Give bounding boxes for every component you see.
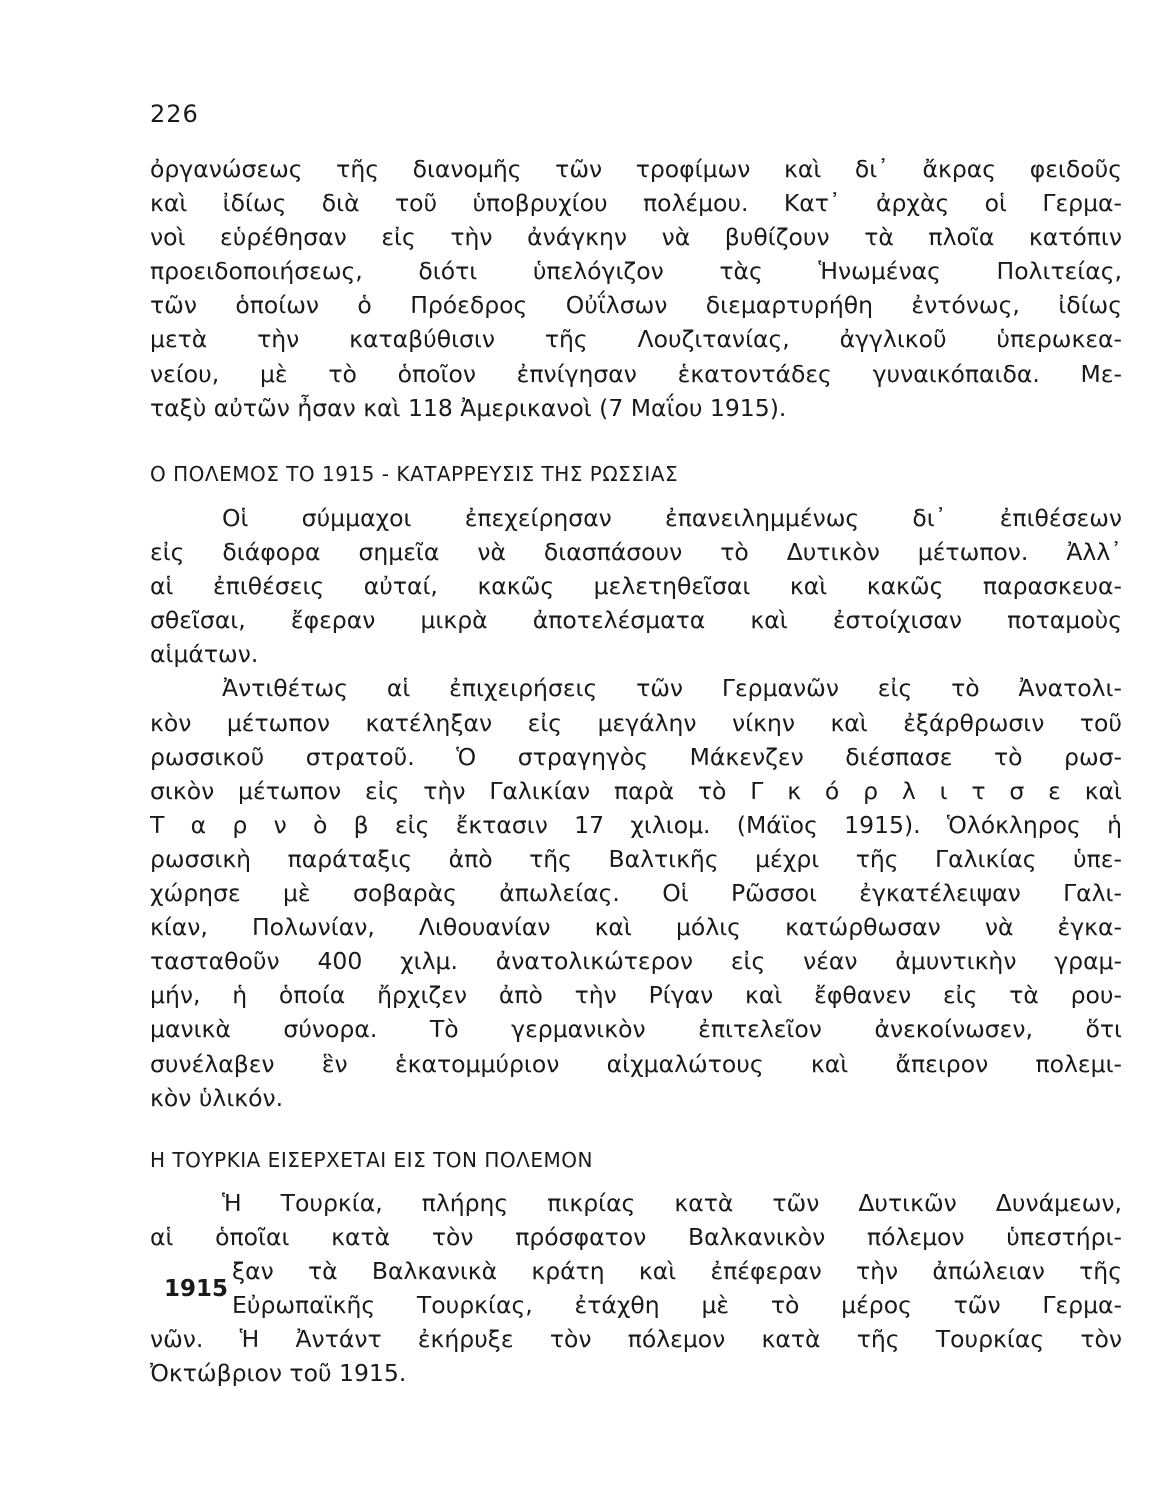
text-line: προειδοποιήσεως, διότι ὑπελόγιζον τὰς Ἡνωμένας Πολιτείας, <box>150 257 1122 286</box>
text-line: σικὸν μέτωπον εἰς τὴν Γαλικίαν παρὰ τὸ Γ κ ό ρ λ ι τ σ ε καὶ <box>150 776 1122 805</box>
text-line: τασταθοῦν 400 χιλμ. ἀνατολικώτερον εἰς νέαν ἀμυντικὴν γραμ- <box>150 947 1122 976</box>
text-line: ταξὺ αὐτῶν ἦσαν καὶ 118 Ἀμερικανοὶ (7 Μαΐου 1915). <box>150 393 787 422</box>
text-line: καὶ ἰδίως διὰ τοῦ ὑποβρυχίου πολέμου. Κατ᾿ ἀρχὰς οἱ Γερμα- <box>150 189 1122 218</box>
text-line: Ὀκτώβριον τοῦ 1915. <box>150 1359 407 1388</box>
text-line: εἰς διάφορα σημεῖα νὰ διασπάσουν τὸ Δυτικὸν μέτωπον. Ἀλλ᾿ <box>150 538 1122 567</box>
text-line: κὸν μέτωπον κατέληξαν εἰς μεγάλην νίκην καὶ ἐξάρθρωσιν τοῦ <box>150 708 1122 737</box>
text-line: αἱ ἐπιθέσεις αὐταί, κακῶς μελετηθεῖσαι καὶ κακῶς παρασκευα- <box>150 572 1122 601</box>
text-line: ρωσσικὴ παράταξις ἀπὸ τῆς Βαλτικῆς μέχρι τῆς Γαλικίας ὑπε- <box>150 844 1122 873</box>
paragraph-eastern-front <box>150 501 1122 1115</box>
text-line: συνέλαβεν ἓν ἑκατομμύριον αἰχμαλώτους καὶ ἄπειρον πολεμι- <box>150 1049 1122 1078</box>
text-line: μανικὰ σύνορα. Τὸ γερμανικὸν ἐπιτελεῖον ἀνεκοίνωσεν, ὅτι <box>150 1015 1122 1044</box>
text-line: μετὰ τὴν καταβύθισιν τῆς Λουζιτανίας, ἀγγλικοῦ ὑπερωκεα- <box>150 325 1122 354</box>
text-line: ξαν τὰ Βαλκανικὰ κράτη καὶ ἐπέφεραν τὴν ἀπώλειαν τῆς <box>232 1257 1122 1286</box>
text-line: τῶν ὁποίων ὁ Πρόεδρος Οὐΐλσων διεμαρτυρήθη ἐντόνως, ἰδίως <box>150 291 1122 320</box>
page-number: 226 <box>150 100 199 128</box>
margin-year-note: 1915 <box>164 1276 229 1302</box>
text-line: αἱ ὁποῖαι κατὰ τὸν πρόσφατον Βαλκανικὸν πόλεμον ὑπεστήρι- <box>150 1223 1122 1252</box>
text-line: Εὐρωπαϊκῆς Τουρκίας, ἐτάχθη μὲ τὸ μέρος τῶν Γερμα- <box>232 1291 1122 1320</box>
text-line: αἱμάτων. <box>150 640 259 669</box>
text-line: χώρησε μὲ σοβαρὰς ἀπωλείας. Οἱ Ρῶσσοι ἐγκατέλειψαν Γαλι- <box>150 879 1122 908</box>
text-line: ρωσσικοῦ στρατοῦ. Ὁ στραγηγὸς Μάκενζεν διέσπασε τὸ ρωσ- <box>150 742 1122 771</box>
text-line: κὸν ὑλικόν. <box>150 1083 284 1112</box>
paragraph-turkey-enters-war <box>150 1186 1122 1391</box>
text-line: ὀργανώσεως τῆς διανομῆς τῶν τροφίμων καὶ δι᾿ ἄκρας φειδοῦς <box>150 155 1122 183</box>
section-heading-1915-war: Ο ΠΟΛΕΜΟΣ ΤΟ 1915 - ΚΑΤΑΡΡΕΥΣΙΣ ΤΗΣ ΡΩΣΣΙΑΣ <box>150 462 679 486</box>
text-line: Ἡ Τουρκία, πλήρης πικρίας κατὰ τῶν Δυτικῶν Δυνάμεων, <box>222 1189 1122 1217</box>
text-line: κίαν, Πολωνίαν, Λιθουανίαν καὶ μόλις κατώρθωσαν νὰ ἐγκα- <box>150 913 1122 942</box>
text-line: νοὶ εὑρέθησαν εἰς τὴν ἀνάγκην νὰ βυθίζουν τὰ πλοῖα κατόπιν <box>150 223 1122 252</box>
section-heading-turkey: Η ΤΟΥΡΚΙΑ ΕΙΣΕΡΧΕΤΑΙ ΕΙΣ ΤΟΝ ΠΟΛΕΜΟΝ <box>150 1148 593 1172</box>
text-line: μήν, ἡ ὁποία ἤρχιζεν ἀπὸ τὴν Ρίγαν καὶ ἔφθανεν εἰς τὰ ρου- <box>150 981 1122 1010</box>
text-line: Τ α ρ ν ὸ β εἰς ἔκτασιν 17 χιλιομ. (Μάϊος 1915). Ὁλόκληρος ἡ <box>150 810 1122 839</box>
text-line: Οἱ σύμμαχοι ἐπεχείρησαν ἐπανειλημμένως δι᾿ ἐπιθέσεων <box>222 504 1122 532</box>
paragraph-submarine-war <box>150 152 1122 425</box>
text-line: νῶν. Ἡ Ἀντάντ ἐκήρυξε τὸν πόλεμον κατὰ τῆς Τουρκίας τὸν <box>150 1325 1122 1354</box>
text-line: Ἀντιθέτως αἱ ἐπιχειρήσεις τῶν Γερμανῶν εἰς τὸ Ἀνατολι- <box>222 674 1122 703</box>
text-line: σθεῖσαι, ἔφεραν μικρὰ ἀποτελέσματα καὶ ἐστοίχισαν ποταμοὺς <box>150 606 1122 635</box>
text-line: νείου, μὲ τὸ ὁποῖον ἐπνίγησαν ἑκατοντάδες γυναικόπαιδα. Με- <box>150 359 1122 388</box>
